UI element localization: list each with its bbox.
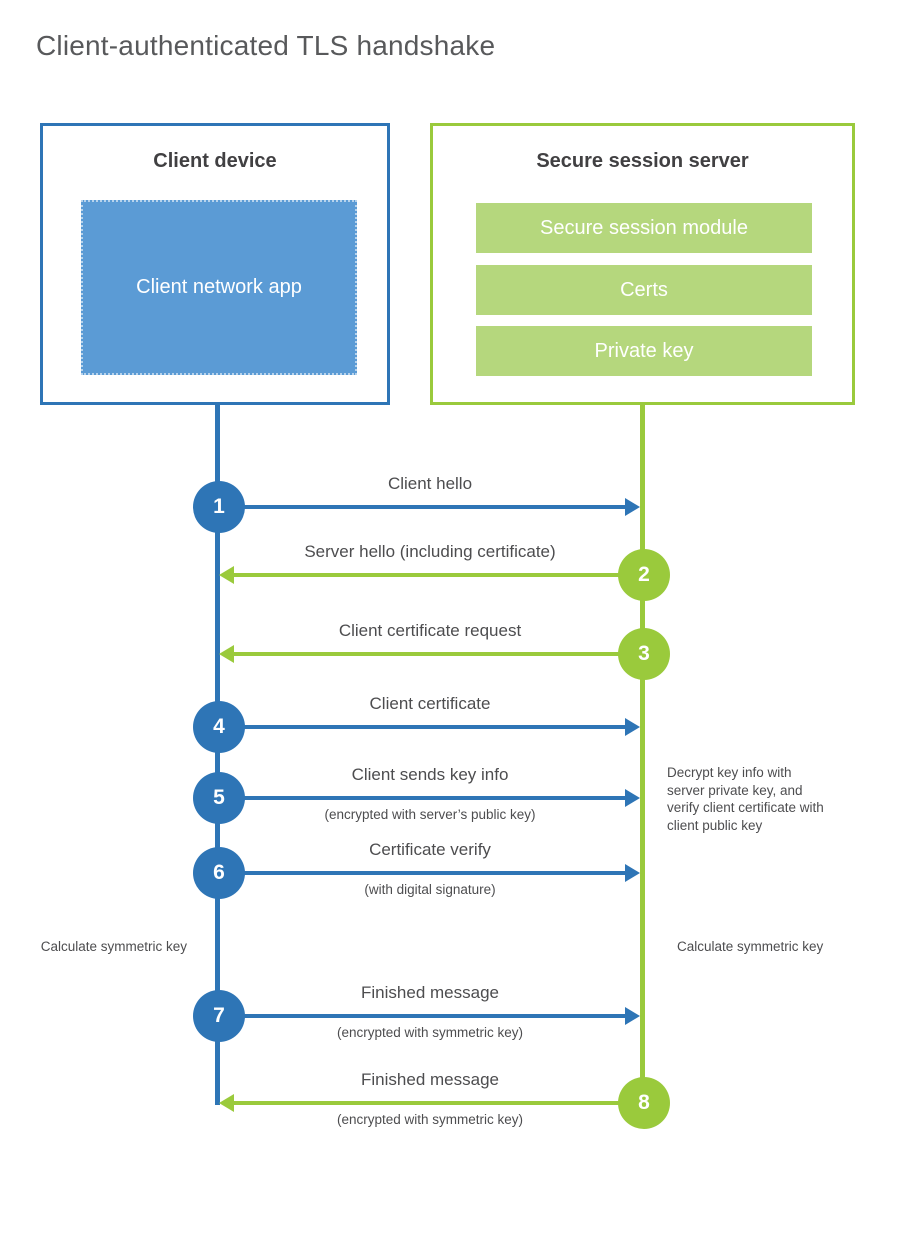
step-circle-3: 3 bbox=[618, 628, 670, 680]
client-network-app-box bbox=[81, 200, 357, 375]
note-decrypt-key-info: Decrypt key info with server private key, and verify client certificate with client public key bbox=[667, 765, 824, 833]
note-calculate-symmetric-key-server: Calculate symmetric key bbox=[677, 939, 824, 954]
step-circle-6: 6 bbox=[193, 847, 245, 899]
message-line-6 bbox=[217, 871, 627, 875]
page-title: Client-authenticated TLS handshake bbox=[36, 30, 496, 61]
message-sublabel-7: (encrypted with symmetric key) bbox=[336, 1025, 524, 1040]
step-circle-4: 4 bbox=[193, 701, 245, 753]
step-circle-8: 8 bbox=[618, 1077, 670, 1129]
step-circle-7: 7 bbox=[193, 990, 245, 1042]
step-circle-1: 1 bbox=[193, 481, 245, 533]
client-network-app-label: Client network app bbox=[136, 276, 302, 298]
message-line-8 bbox=[232, 1101, 642, 1105]
arrowhead-8 bbox=[219, 1094, 234, 1112]
arrowhead-5 bbox=[625, 789, 640, 807]
step-circle-5: 5 bbox=[193, 772, 245, 824]
message-line-1 bbox=[217, 505, 627, 509]
message-line-7 bbox=[217, 1014, 627, 1018]
arrowhead-3 bbox=[219, 645, 234, 663]
message-sublabel-5: (encrypted with server’s public key) bbox=[324, 807, 536, 822]
message-label-5: Client sends key info bbox=[351, 765, 509, 784]
server-box bbox=[430, 123, 855, 405]
arrowhead-2 bbox=[219, 566, 234, 584]
message-sublabel-8: (encrypted with symmetric key) bbox=[336, 1112, 524, 1127]
step-circle-2: 2 bbox=[618, 549, 670, 601]
server-module-certs: Certs bbox=[476, 265, 812, 315]
message-line-3 bbox=[232, 652, 642, 656]
arrowhead-1 bbox=[625, 498, 640, 516]
server-title: Secure session server bbox=[536, 150, 749, 172]
server-module-secure-session: Secure session module bbox=[476, 203, 812, 253]
message-line-5 bbox=[217, 796, 627, 800]
message-label-7: Finished message bbox=[361, 983, 499, 1002]
message-label-3: Client certificate request bbox=[338, 621, 522, 640]
client-device-title: Client device bbox=[153, 150, 277, 172]
arrowhead-4 bbox=[625, 718, 640, 736]
message-label-1: Client hello bbox=[387, 474, 473, 493]
server-module-private-key: Private key bbox=[476, 326, 812, 376]
message-line-2 bbox=[232, 573, 642, 577]
message-label-6: Certificate verify bbox=[369, 840, 491, 859]
message-sublabel-6: (with digital signature) bbox=[364, 882, 496, 897]
arrowhead-6 bbox=[625, 864, 640, 882]
client-device-box bbox=[40, 123, 390, 405]
message-label-8: Finished message bbox=[361, 1070, 499, 1089]
message-line-4 bbox=[217, 725, 627, 729]
arrowhead-7 bbox=[625, 1007, 640, 1025]
note-calculate-symmetric-key-client: Calculate symmetric key bbox=[40, 939, 187, 954]
message-label-4: Client certificate bbox=[369, 694, 491, 713]
message-label-2: Server hello (including certificate) bbox=[304, 542, 556, 561]
